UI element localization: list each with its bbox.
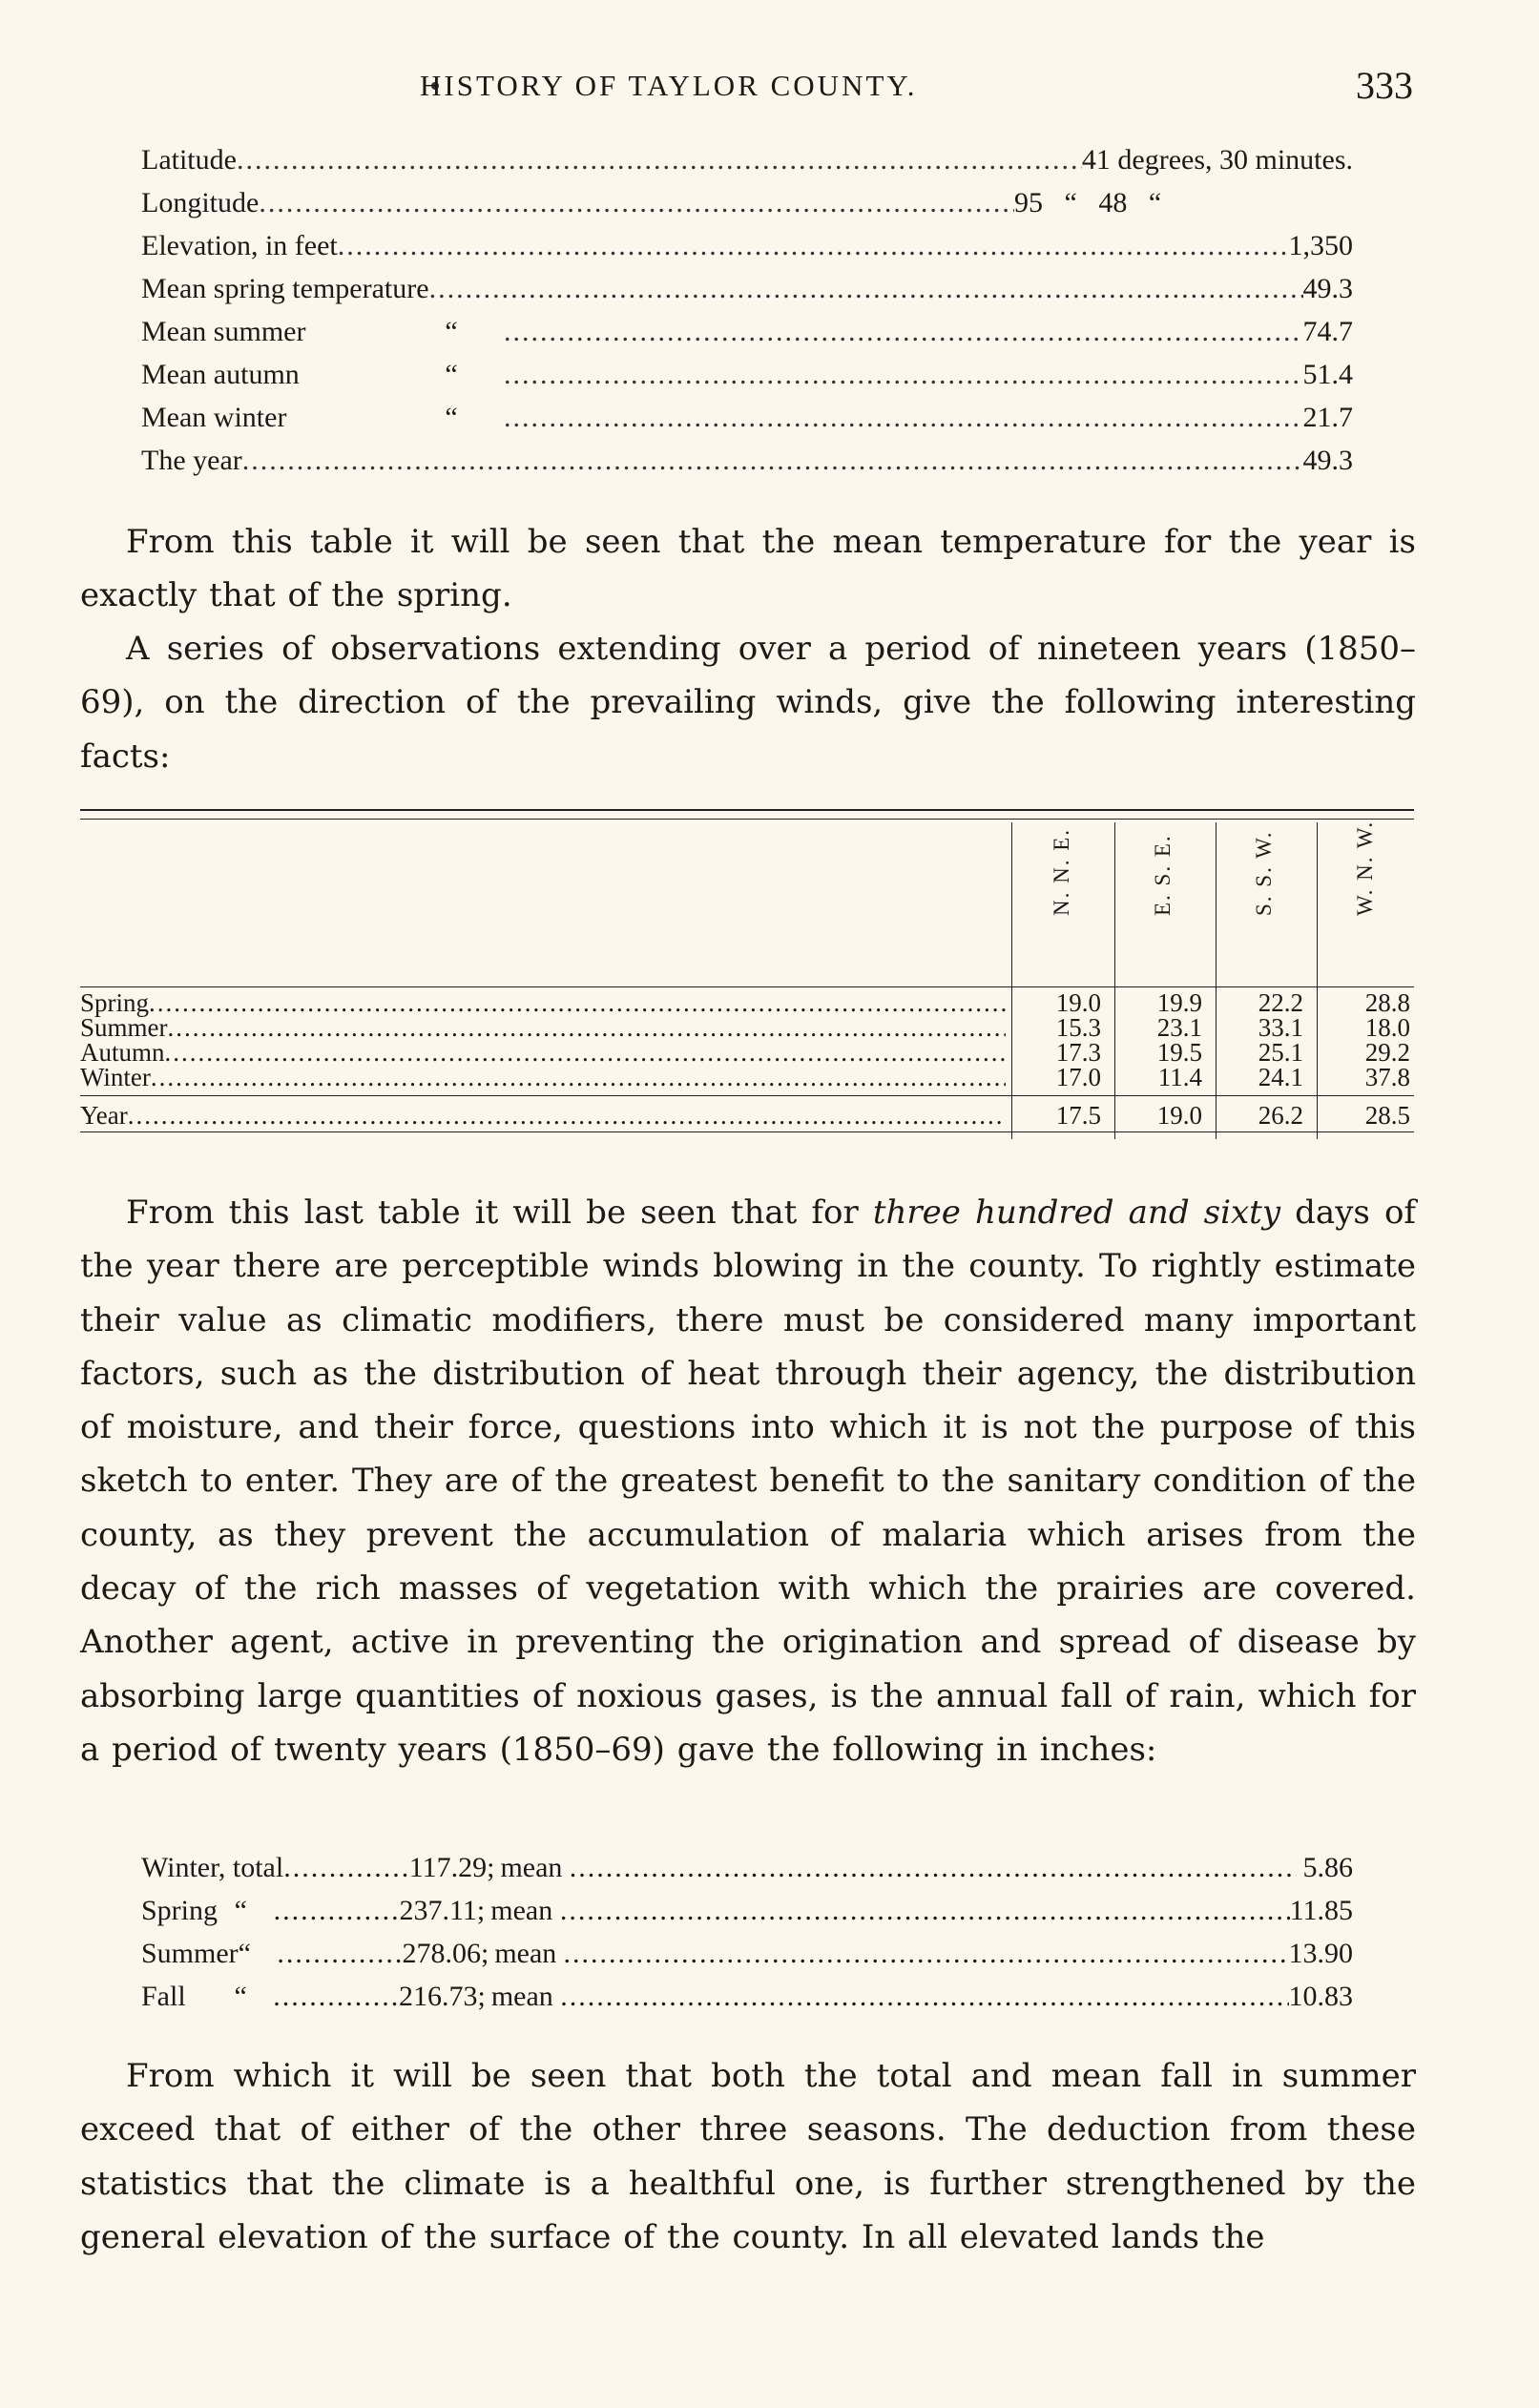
- stat-row: [141, 224, 1353, 267]
- stat-label: Mean winter: [141, 402, 287, 433]
- table-cell: 19.0: [1156, 1101, 1202, 1130]
- stat-label: Latitude: [141, 144, 237, 176]
- row-label: Winter: [80, 1063, 151, 1091]
- column-header: [1317, 822, 1420, 988]
- table-cell: 22.2: [1258, 988, 1303, 1017]
- rain-mean-label: mean: [490, 1981, 553, 2012]
- table-top-rule: [80, 819, 1414, 820]
- stat-label: Longitude: [141, 187, 260, 218]
- table-cell: 29.2: [1364, 1038, 1410, 1067]
- stat-value: 51.4: [1302, 359, 1353, 390]
- paragraph-text: A series of observations extending over a period of nineteen years (1850–69), on the direction of the prevailing winds, give the following interesting facts:: [80, 630, 1416, 776]
- leader-dots: [504, 396, 1303, 439]
- table-cell: 18.0: [1364, 1013, 1410, 1042]
- running-head: [0, 63, 1539, 109]
- paragraph: [80, 2049, 1416, 2264]
- leader-dots: [273, 1975, 399, 2018]
- leader-dots: [168, 1015, 1007, 1040]
- table-row: [80, 1103, 1414, 1128]
- rain-mean: 11.85: [1289, 1895, 1353, 1926]
- row-label: Year: [80, 1101, 128, 1130]
- rain-row: [141, 1932, 1353, 1975]
- table-row: [80, 1040, 1414, 1065]
- paragraph: [80, 1186, 1416, 1776]
- stat-row: [141, 310, 1353, 353]
- leader-dots: [338, 224, 1289, 267]
- leader-dots: [504, 353, 1303, 396]
- stat-row: [141, 439, 1353, 482]
- leader-dots: [128, 1103, 1006, 1128]
- paragraph-text: days of the year there are perceptible winds blowing in the county. To rightly estimate their value as climatic modifiers, there must be considered many important factors, such as the distribution of heat through their agency, the distribution of moisture, and their force, questions into which it is not the purpose of this sketch to enter. They are of the greatest benefit to the sanitary condition of the county, as they prevent the accumulation of malaria which arises from the decay of the rich masses of vegetation with which the prairies are covered. Another agent, active in preventing the origination and spread of disease by absorbing large quantities of noxious gases, is the annual fall of rain, which for a period of twenty years (1850–69) gave the following in inches:: [80, 1194, 1416, 1769]
- stat-value: 95 “ 48 “: [1014, 187, 1162, 218]
- leader-dots: [504, 310, 1303, 353]
- leader-dots: [259, 181, 1014, 224]
- ditto-mark: “: [445, 359, 458, 390]
- rain-mean: 10.83: [1288, 1981, 1353, 2012]
- table-bottom-rule: [80, 1131, 1414, 1132]
- column-header-label: N. N. E.: [1050, 827, 1073, 916]
- stat-value: 41 degrees, 30 minutes.: [1081, 144, 1353, 176]
- stat-value: 49.3: [1302, 445, 1353, 476]
- rain-total: 216.73;: [399, 1981, 486, 2012]
- rain-label: Winter, total: [141, 1852, 284, 1883]
- table-cell: 11.4: [1157, 1063, 1202, 1091]
- leader-dots: [151, 1065, 1006, 1090]
- column-header-label: W. N. W.: [1353, 820, 1377, 916]
- ditto-mark: “: [238, 1938, 251, 1969]
- total-rule: [80, 1095, 1414, 1096]
- table-row: [80, 1065, 1414, 1090]
- rain-mean-label: mean: [490, 1895, 553, 1926]
- paragraph-text: From which it will be seen that both the total and mean fall in summer exceed that of either of the other three seasons. The deduction from these statistics that the climate is a healthful one, is further strengthened by the general elevation of the surface of the county. In all elevated lands the: [80, 2057, 1416, 2256]
- rain-total: 237.11;: [399, 1895, 486, 1926]
- ditto-mark: “: [445, 316, 458, 347]
- rain-label: Fall: [141, 1981, 186, 2012]
- stat-label: Mean autumn: [141, 359, 300, 390]
- rain-total: 278.06;: [402, 1938, 489, 1969]
- table-cell: 33.1: [1258, 1013, 1303, 1042]
- rain-row: [141, 1889, 1353, 1932]
- stat-value: 74.7: [1302, 316, 1353, 347]
- table-row: [80, 990, 1414, 1015]
- paragraph: [80, 515, 1416, 623]
- table-cell: 37.8: [1364, 1063, 1410, 1091]
- stat-row: [141, 138, 1353, 181]
- table-cell: 28.8: [1364, 988, 1410, 1017]
- paragraph-text: From this table it will be seen that the mean temperature for the year is exactly that of the spring.: [80, 523, 1416, 615]
- ditto-mark: “: [234, 1895, 247, 1926]
- header-rule: [80, 986, 1414, 987]
- leader-dots: [277, 1932, 402, 1975]
- table-top-rule: [80, 809, 1414, 811]
- stat-row: [141, 353, 1353, 396]
- table-cell: 23.1: [1156, 1013, 1202, 1042]
- page-number: 333: [1356, 64, 1413, 107]
- stat-label: The year: [141, 445, 242, 476]
- table-cell: 25.1: [1258, 1038, 1303, 1067]
- leader-dots: [283, 1846, 409, 1889]
- leader-dots: [274, 1889, 400, 1932]
- stat-value: 1,350: [1288, 230, 1353, 261]
- paragraph: [80, 622, 1416, 783]
- rain-label: Spring: [141, 1895, 218, 1926]
- ditto-mark: “: [445, 402, 458, 433]
- table-cell: 17.3: [1055, 1038, 1101, 1067]
- table-cell: 24.1: [1258, 1063, 1303, 1091]
- column-header: [1216, 822, 1319, 988]
- rain-mean-label: mean: [500, 1852, 563, 1883]
- row-label: Autumn: [80, 1038, 165, 1067]
- table-cell: 17.5: [1055, 1101, 1101, 1130]
- rain-total: 117.29;: [408, 1852, 495, 1883]
- rain-mean-label: mean: [494, 1938, 557, 1969]
- stat-row: [141, 396, 1353, 439]
- location-stats-table: [141, 138, 1353, 482]
- rain-mean: 13.90: [1288, 1938, 1353, 1969]
- ditto-mark: “: [234, 1981, 247, 2012]
- leader-dots: [149, 990, 1006, 1015]
- table-cell: 17.0: [1055, 1063, 1101, 1091]
- column-header-label: S. S. W.: [1252, 830, 1276, 916]
- rain-row: [141, 1846, 1353, 1889]
- table-cell: 28.5: [1364, 1101, 1410, 1130]
- stat-row: [141, 181, 1353, 224]
- table-cell: 15.3: [1055, 1013, 1101, 1042]
- running-title: HISTORY OF TAYLOR COUNTY.: [420, 69, 918, 102]
- leader-dots: [560, 1975, 1288, 2018]
- stat-label: Mean spring temperature: [141, 273, 429, 304]
- rainfall-table: [141, 1846, 1353, 2018]
- paragraph-text: From this last table it will be seen that for: [126, 1194, 859, 1232]
- leader-dots: [563, 1932, 1288, 1975]
- leader-dots: [570, 1846, 1297, 1889]
- column-header: [1114, 822, 1217, 988]
- table-cell: 19.9: [1156, 988, 1202, 1017]
- leader-dots: [237, 138, 1082, 181]
- leader-dots: [242, 439, 1303, 482]
- stat-label: Mean summer: [141, 316, 306, 347]
- table-cell: 26.2: [1258, 1101, 1303, 1130]
- rain-label: Summer: [141, 1938, 239, 1969]
- stat-row: [141, 267, 1353, 310]
- leader-dots: [560, 1889, 1290, 1932]
- column-header: [1011, 822, 1114, 988]
- table-cell: 19.5: [1156, 1038, 1202, 1067]
- table-row: [80, 1015, 1414, 1040]
- stat-value: 49.3: [1302, 273, 1353, 304]
- row-label: Spring: [80, 988, 150, 1017]
- italic-phrase: three hundred and sixty: [872, 1194, 1281, 1232]
- rain-mean: 5.86: [1302, 1852, 1353, 1883]
- leader-dots: [165, 1040, 1006, 1065]
- stat-label: Elevation, in feet: [141, 230, 338, 261]
- rain-row: [141, 1975, 1353, 2018]
- stat-value: 21.7: [1302, 402, 1353, 433]
- table-cell: 19.0: [1055, 988, 1101, 1017]
- leader-dots: [429, 267, 1303, 310]
- row-label: Summer: [80, 1013, 168, 1042]
- column-header-label: E. S. E.: [1151, 834, 1175, 916]
